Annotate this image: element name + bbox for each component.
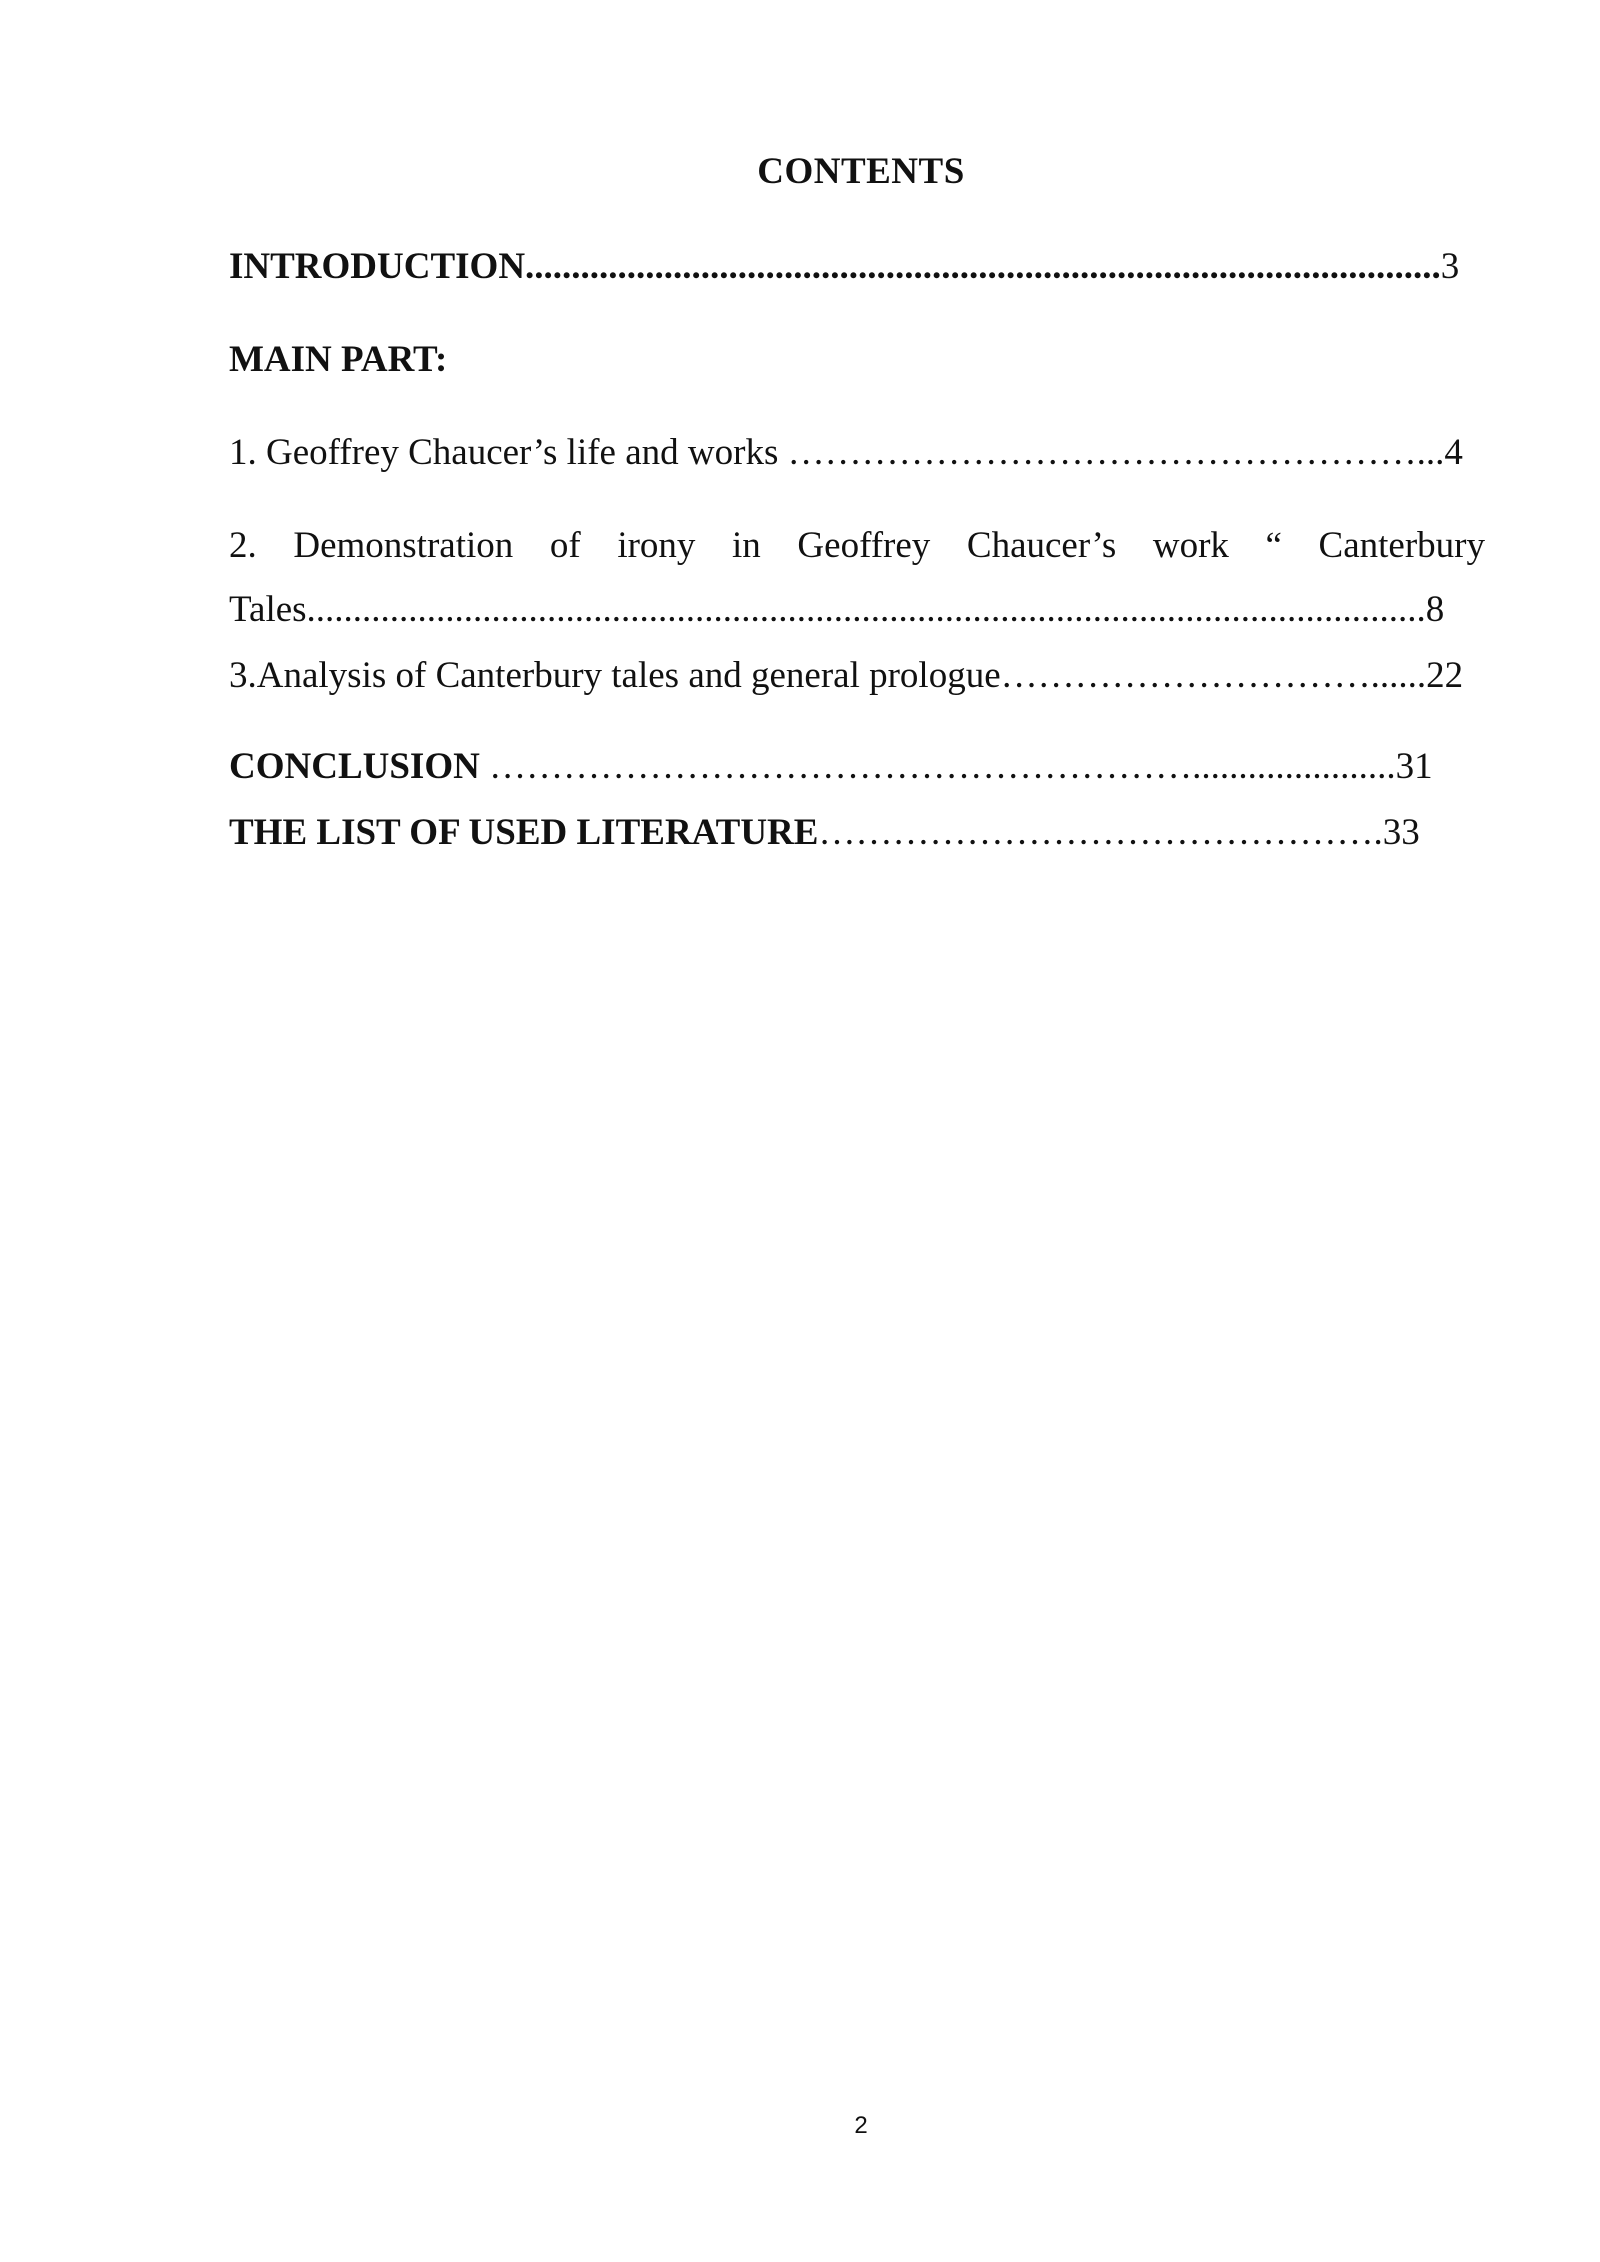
toc-entry-introduction [229,244,1485,290]
toc-section-label: MAIN PART: [229,339,448,380]
toc-entry-leader: ………………………………………. [818,812,1383,853]
toc-word: work [1152,525,1229,566]
page-title: CONTENTS [757,151,965,192]
toc-entry-page: 4 [1444,432,1463,473]
toc-entry-page: 22 [1426,655,1464,696]
toc-entry-label: INTRODUCTION [229,246,526,287]
toc-word: 2. [229,525,257,566]
toc-entry-literature [229,810,1485,856]
toc-entry-leader: ......................................................................................................................... [306,589,1426,630]
toc-entry-label: 3.Analysis of Canterbury tales and general prologue [229,655,1001,696]
toc-word: of [549,525,581,566]
page-number: 2 [854,2112,868,2139]
toc-word: irony [617,525,696,566]
toc-word: Geoffrey [797,525,931,566]
toc-entry-item-2-line-2 [229,587,1485,633]
toc-entry-leader: ................................................................................................... [525,246,1441,287]
toc-entry-label: CONCLUSION [229,746,480,787]
toc-word: Canterbury [1318,525,1485,566]
toc-entry-label: THE LIST OF USED LITERATURE [229,812,819,853]
toc-word: in [732,525,761,566]
toc-section-main-part [229,337,1485,383]
toc-entry-conclusion [229,744,1485,790]
toc-entry-item-2-line-1 [229,523,1485,569]
toc-word: Chaucer’s [966,525,1117,566]
toc-word: Demonstration [293,525,514,566]
toc-entry-leader: …………………………...... [1000,655,1427,696]
toc-entry-page: 3 [1440,246,1460,287]
toc-entry-item-1 [229,430,1485,476]
toc-entry-label: Tales [229,589,307,630]
toc-entry-leader: …………………………………………………...................... [479,746,1396,787]
toc-entry-page: 33 [1382,812,1420,853]
toc-entry-page: 31 [1395,746,1433,787]
toc-entry-item-3 [229,653,1485,699]
toc-entry-page: 8 [1425,589,1445,630]
toc-entry-leader: ……………………………………………... [787,432,1445,473]
toc-entry-label: 1. Geoffrey Chaucer’s life and works [229,432,788,473]
toc-word: “ [1265,525,1282,566]
